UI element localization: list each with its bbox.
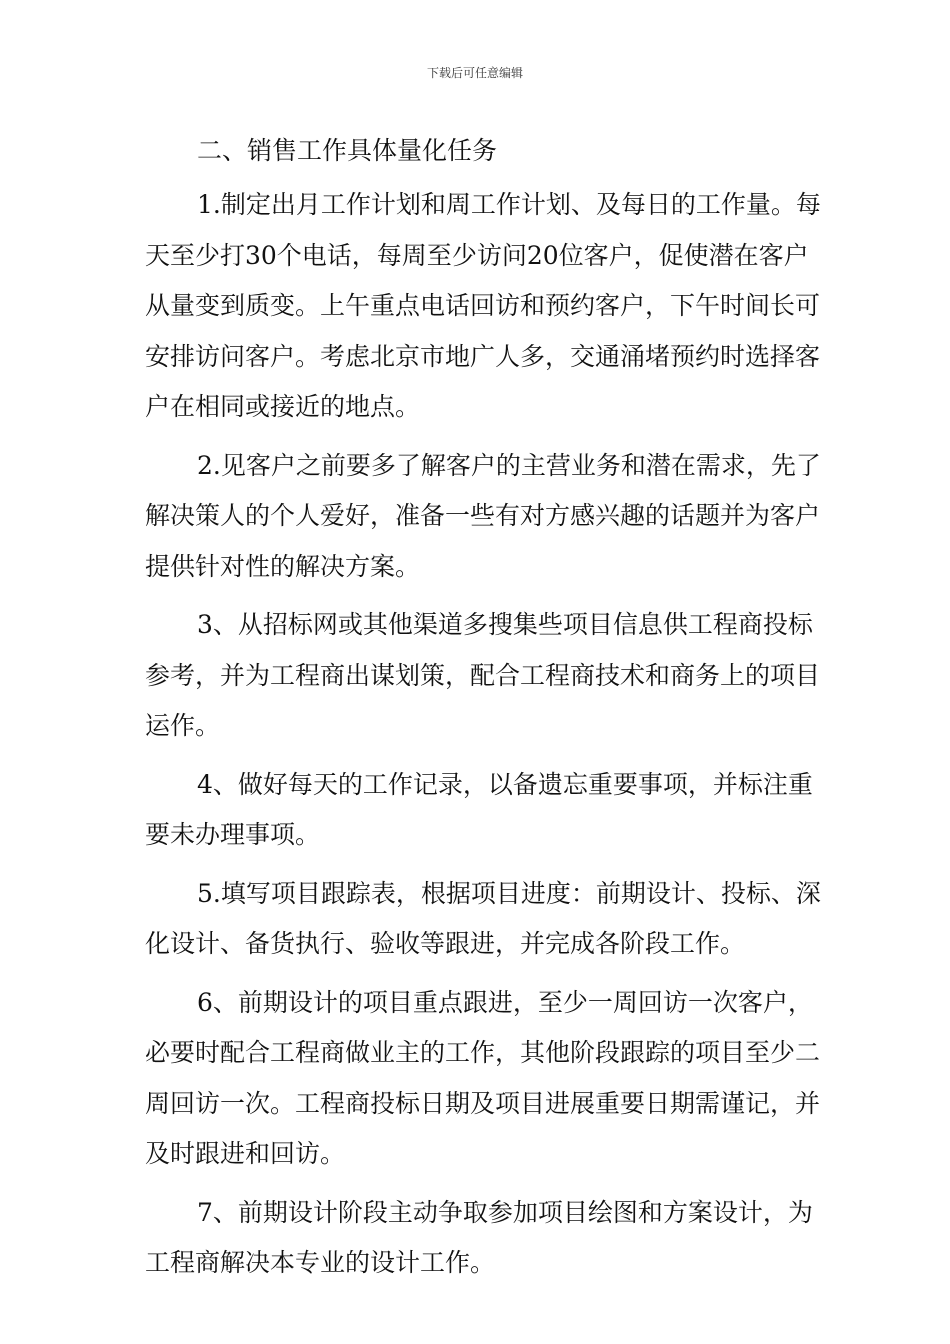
section-heading: 二、销售工作具体量化任务 [197, 136, 498, 165]
document-body [145, 130, 825, 1297]
paragraph-2: 2.见客户之前要多了解客户的主营业务和潜在需求，先了解决策人的个人爱好，准备一些有对方感兴趣的话题并为客户提供针对性的解决方案。 [145, 450, 821, 581]
paragraph-5: 5.填写项目跟踪表，根据项目进度：前期设计、投标、深化设计、备货执行、验收等跟进，并完成各阶段工作。 [145, 878, 821, 958]
paragraph-1: 1.制定出月工作计划和周工作计划、及每日的工作量。每天至少打30个电话，每周至少访问20位客户，促使潜在客户从量变到质变。上午重点电话回访和预约客户，下午时间长可安排访问客户。考虑北京市地广人多，交通涌堵预约时选择客户在相同或接近的地点。 [145, 190, 821, 421]
paragraph-4: 4、做好每天的工作记录，以备遗忘重要事项，并标注重要未办理事项。 [145, 769, 813, 849]
paragraph-3: 3、从招标网或其他渠道多搜集些项目信息供工程商投标参考，并为工程商出谋划策，配合工程商技术和商务上的项目运作。 [145, 610, 821, 740]
paragraph-7: 7、前期设计阶段主动争取参加项目绘图和方案设计，为工程商解决本专业的设计工作。 [145, 1197, 813, 1277]
page-header: 下载后可任意编辑 [426, 66, 523, 80]
paragraph-6: 6、前期设计的项目重点跟进，至少一周回访一次客户，必要时配合工程商做业主的工作，其他阶段跟踪的项目至少二周回访一次。工程商投标日期及项目进展重要日期需谨记，并及时跟进和回访。 [145, 987, 821, 1168]
